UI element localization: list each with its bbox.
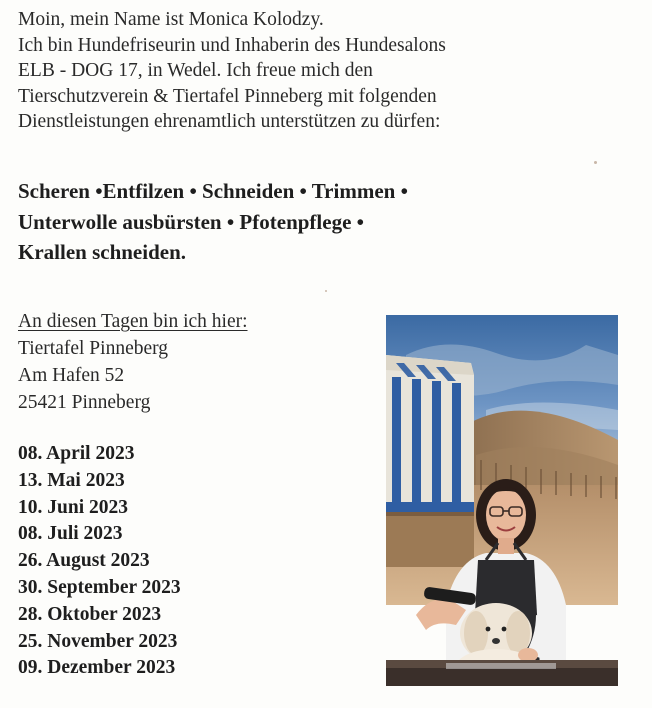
date-item: 30. September 2023 — [18, 576, 181, 598]
location-street: Am Hafen 52 — [18, 365, 125, 386]
groomer-photo — [386, 315, 618, 686]
services-line: Scheren •Entfilzen • Schneiden • Trimmen • — [18, 179, 408, 203]
intro-line: Tierschutzverein & Tiertafel Pinneberg mit folgenden — [18, 85, 437, 107]
date-item: 08. Juli 2023 — [18, 523, 123, 545]
date-item: 08. April 2023 — [18, 443, 135, 464]
intro-text — [18, 7, 638, 135]
paper-speck — [325, 290, 327, 292]
intro-line: Dienstleistungen ehrenamtlich unterstützen zu dürfen: — [18, 111, 441, 132]
intro-line: ELB - DOG 17, in Wedel. Ich freue mich den — [18, 60, 373, 81]
intro-line: Ich bin Hundefriseurin und Inhaberin des Hundesalons — [18, 34, 446, 56]
services-list — [18, 176, 638, 268]
services-line: Krallen schneiden. — [18, 240, 187, 264]
dates-list — [18, 441, 358, 682]
date-item: 09. Dezember 2023 — [18, 657, 176, 679]
location-block — [18, 308, 378, 416]
intro-line: Moin, mein Name ist Monica Kolodzy. — [18, 9, 324, 30]
location-city: 25421 Pinneberg — [18, 392, 151, 413]
date-item: 25. November 2023 — [18, 630, 178, 652]
date-item: 13. Mai 2023 — [18, 469, 125, 491]
date-item: 26. August 2023 — [18, 550, 150, 572]
services-line: Unterwolle ausbürsten • Pfotenpflege • — [18, 209, 364, 234]
date-item: 28. Oktober 2023 — [18, 603, 162, 625]
location-heading: An diesen Tagen bin ich hier: — [18, 311, 248, 332]
location-name: Tiertafel Pinneberg — [18, 338, 169, 359]
paper-speck — [594, 161, 597, 164]
date-item: 10. Juni 2023 — [18, 496, 128, 518]
